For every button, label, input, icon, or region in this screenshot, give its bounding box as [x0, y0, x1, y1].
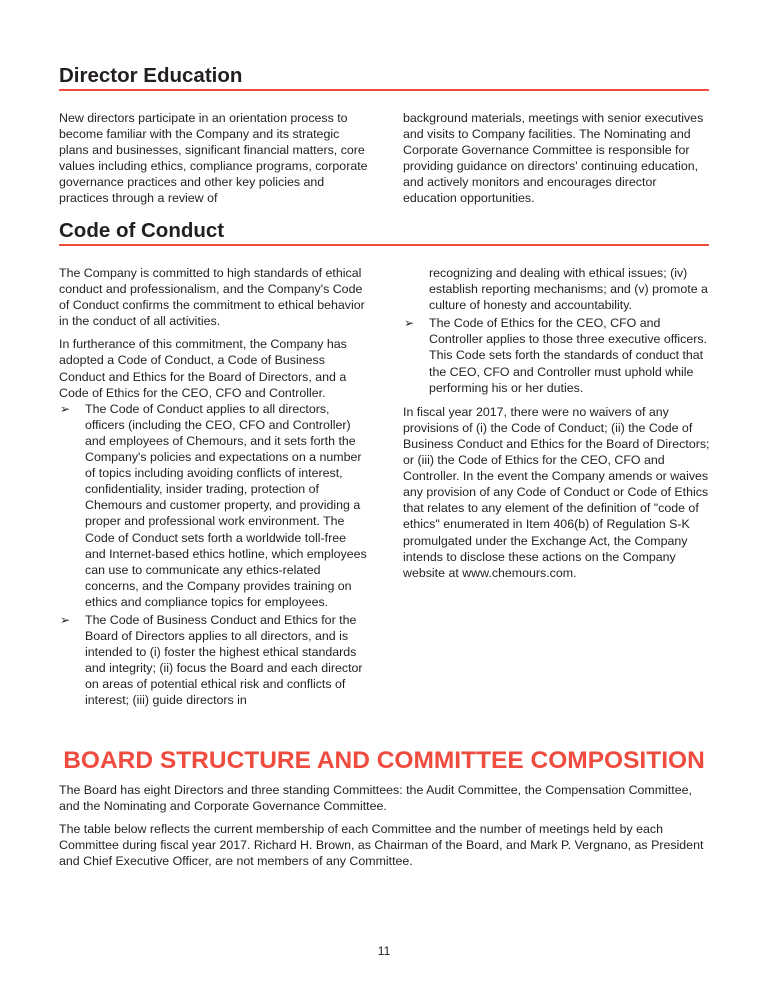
director-education-heading: Director Education — [59, 64, 709, 91]
bullet-item — [403, 315, 713, 395]
bullet-text: The Code of Ethics for the CEO, CFO and Controller applies to those three executive officers. This Code sets forth the standards of conduct that the CEO, CFO and Controller must uphold while performing his or her duties. — [429, 316, 708, 395]
page-number: 11 — [377, 944, 391, 958]
bullet-continuation: recognizing and dealing with ethical issues; (iv) establish reporting mechanisms; and (v) promote a culture of honesty and accountability. — [429, 266, 708, 313]
code-of-conduct-left-column — [59, 265, 369, 711]
code-of-conduct-para-1: The Company is committed to high standards of ethical conduct and professionalism, and the Company's Code of Conduct confirms the commitment to ethical behavior in the conduct of all activities. — [59, 266, 365, 329]
code-of-conduct-right-column — [403, 265, 713, 588]
bullet-item — [59, 612, 369, 709]
director-education-text-right: background materials, meetings with senior executives and visits to Company facilities. The Nominating and Corporate Governance Committee is responsible for providing guidance on directors' continuing education, and actively monitors and encourages director education opportunities. — [403, 111, 704, 206]
director-education-right-column — [403, 110, 713, 214]
board-structure-para-2: The table below reflects the current membership of each Committee and the number of meetings held by each Committee during fiscal year 2017. Richard H. Brown, as Chairman of the Board, and Mark P. Vergnano, as President and Chief Executive Officer, are not members of any Committee. — [59, 822, 704, 869]
arrowhead-bullet-icon: ➢ — [404, 316, 415, 331]
code-of-conduct-heading: Code of Conduct — [59, 219, 709, 246]
director-education-left-column — [59, 110, 369, 214]
bullet-text: The Code of Business Conduct and Ethics for the Board of Directors applies to all directors, and is intended to (i) foster the highest ethical standards and integrity; (ii) focus the Board and each director on areas of potential ethical risk and conflicts of interest; (iii) guide directors in — [85, 612, 363, 708]
waiver-text: In fiscal year 2017, there were no waivers of any provisions of (i) the Code of Conduct; (ii) the Code of Business Conduct and Ethics for the Board of Directors; or (iii) the Code of Ethics for the CEO, CFO and Controller. In the event the Company amends or waives any provision of any Code of Conduct or Code of Ethics that relates to any element of the definition of "code of ethics" enumerated in Item 406(b) of Regulation S-K promulgated under the Exchange Act, the Company intends to disclose these actions on the Company website at www.chemours.com. — [403, 404, 710, 580]
code-of-conduct-para-2: In furtherance of this commitment, the Company has adopted a Code of Conduct, a Code of Business Conduct and Ethics for the Board of Directors, and a Code of Ethics for the CEO, CFO and Controller. — [59, 337, 347, 400]
arrowhead-bullet-icon: ➢ — [60, 612, 71, 627]
bullet-text: The Code of Conduct applies to all directors, officers (including the CEO, CFO and Controller) and employees of Chemours, and it sets forth the Company's policies and expectations on a number of topics including avoiding conflicts of interest, confidentiality, insider trading, protection of Chemours and customer property, and providing a proper and professional work environment. The Code of Conduct sets forth a worldwide toll-free and Internet-based ethics hotline, which employees can use to communicate any ethics-related concerns, and the Company provides training on ethics and compliance topics for employees. — [85, 401, 367, 609]
director-education-text-left: New directors participate in an orientation process to become familiar with the Company and its strategic plans and businesses, significant financial matters, core values including ethics, compliance programs, corporate governance practices and other key policies and practices through a review of — [59, 111, 368, 206]
waiver-paragraph — [403, 404, 713, 581]
board-structure-body — [59, 782, 709, 876]
board-structure-para-1: The Board has eight Directors and three standing Committees: the Audit Committee, the Compensation Committee, and the Nominating and Corporate Governance Committee. — [59, 783, 692, 814]
arrowhead-bullet-icon: ➢ — [60, 401, 71, 416]
board-structure-title: BOARD STRUCTURE AND COMMITTEE COMPOSITION — [63, 747, 705, 774]
bullet-item — [59, 401, 369, 610]
